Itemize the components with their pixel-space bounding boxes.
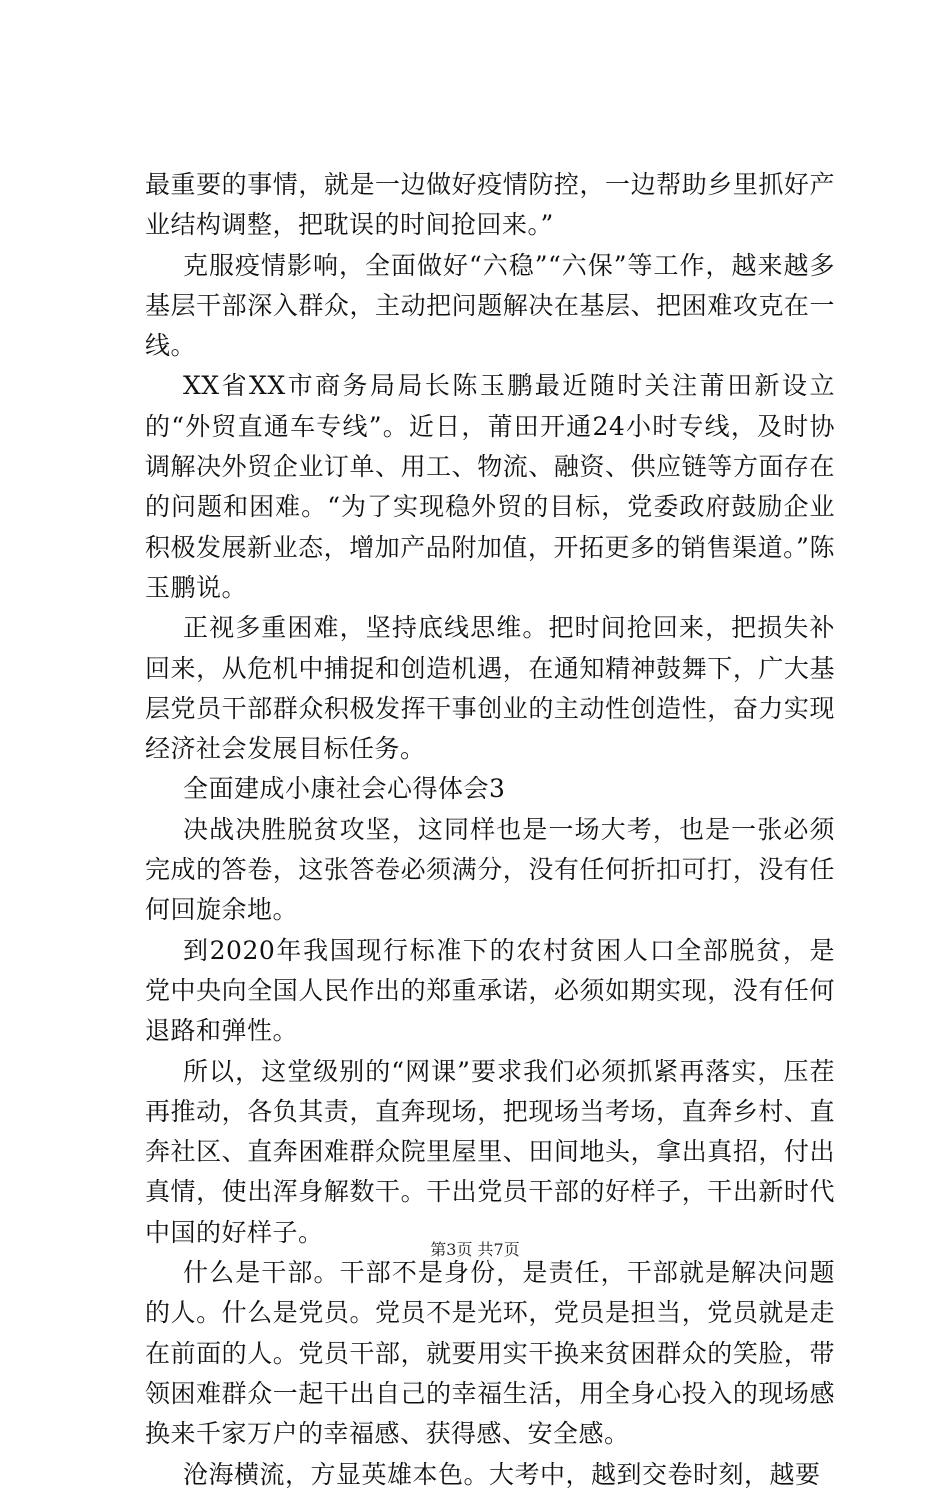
paragraph: 所以，这堂级别的“网课”要求我们必须抓紧再落实，压茬再推动，各负其责，直奔现场，把现场当考场，直奔乡村、直奔社区、直奔困难群众院里屋里、田间地头，拿出真招，付出真情，使出浑身解数干。干出党员干部的好样子，干出新时代中国的好样子。: [145, 1056, 835, 1247]
page-footer: 第3页 共7页: [430, 1240, 520, 1259]
paragraph: 克服疫情影响，全面做好“六稳”“六保”等工作，越来越多基层干部深入群众，主动把问题解决在基层、把困难攻克在一线。: [145, 250, 835, 361]
paragraph: 决战决胜脱贫攻坚，这同样也是一场大考，也是一张必须完成的答卷，这张答卷必须满分，没有任何折扣可打，没有任何回旋余地。: [145, 814, 835, 925]
paragraph: 沧海横流，方显英雄本色。大考中，越到交卷时刻，越要: [183, 1459, 821, 1489]
paragraph: 到2020年我国现行标准下的农村贫困人口全部脱贫，是党中央向全国人民作出的郑重承诺，必须如期实现，没有任何退路和弹性。: [145, 935, 835, 1046]
paragraph: 什么是干部。干部不是身份，是责任，干部就是解决问题的人。什么是党员。党员不是光环，党员是担当，党员就是走在前面的人。党员干部，就要用实干换来贫困群众的笑脸，带领困难群众一起干出自己的幸福生活，用全身心投入的现场感换来千家万户的幸福感、获得感、安全感。: [145, 1258, 835, 1449]
section-heading: 全面建成小康社会心得体会3: [183, 774, 506, 804]
paragraph-continuation: 最重要的事情，就是一边做好疫情防控，一边帮助乡里抓好产业结构调整，把耽误的时间抢回来。”: [145, 170, 835, 240]
paragraph: 正视多重困难，坚持底线思维。把时间抢回来，把损失补回来，从危机中捕捉和创造机遇，在通知精神鼓舞下，广大基层党员干部群众积极发挥干事创业的主动性创造性，奋力实现经济社会发展目标任务。: [145, 613, 835, 764]
paragraph: XX省XX市商务局局长陈玉鹏最近随时关注莆田新设立的“外贸直通车专线”。近日，莆田开通24小时专线，及时协调解决外贸企业订单、用工、物流、融资、供应链等方面存在的问题和困难。“为了实现稳外贸的目标，党委政府鼓励企业积极发展新业态，增加产品附加值，开拓更多的销售渠道。”陈玉鹏说。: [145, 371, 835, 602]
document-body: [145, 165, 835, 1495]
